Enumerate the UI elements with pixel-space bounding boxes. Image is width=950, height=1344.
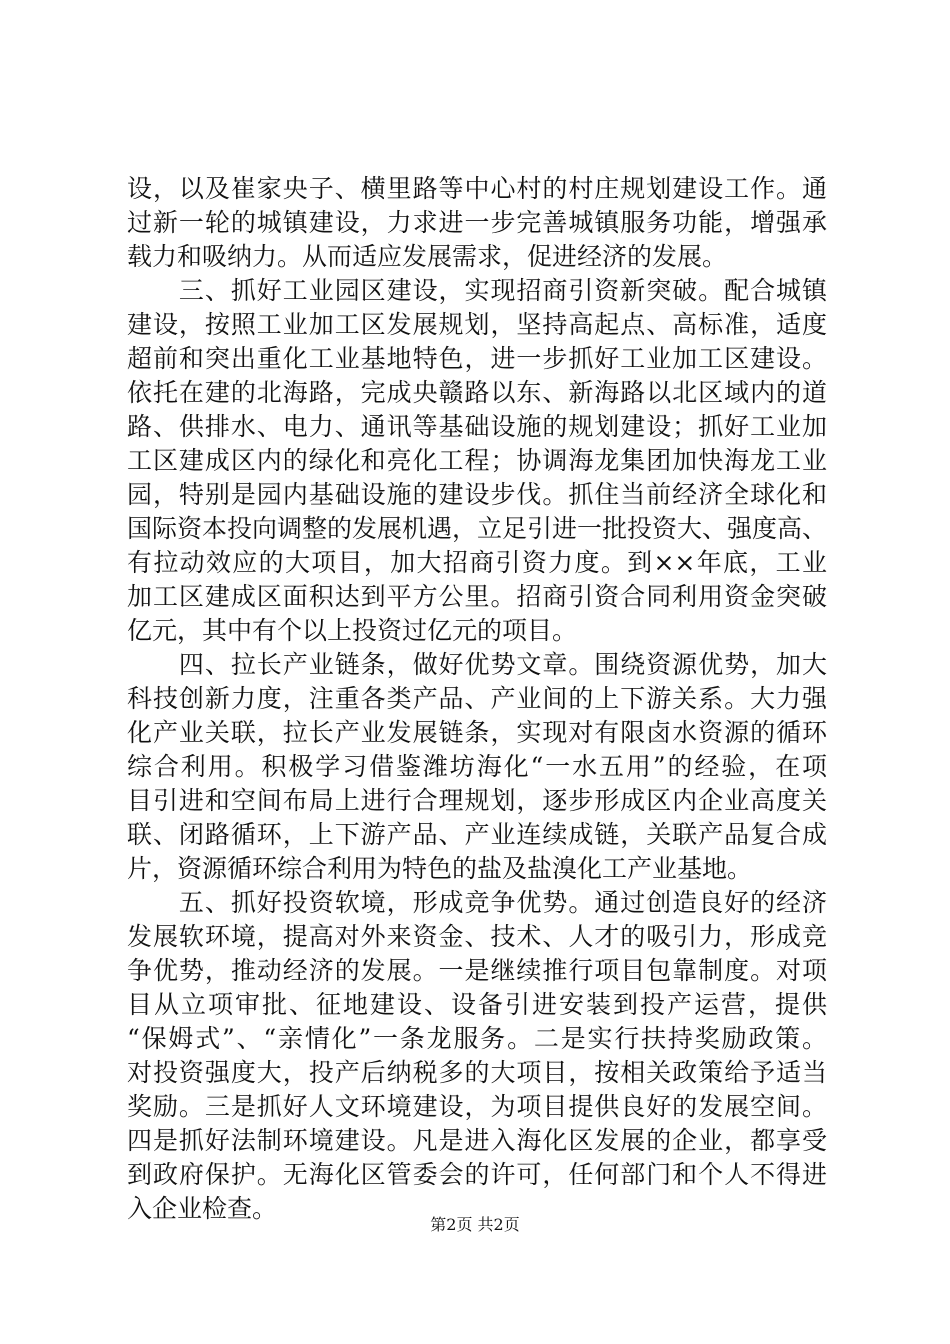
text-line: 建设，按照工业加工区发展规划，坚持高起点、高标准，适度 — [127, 310, 827, 339]
text-line: 四、拉长产业链条，做好优势文章。围绕资源优势，加大 — [127, 650, 827, 679]
text-line: 目从立项审批、征地建设、设备引进安装到投产运营，提供 — [127, 990, 827, 1019]
text-line: 目引进和空间布局上进行合理规划，逐步形成区内企业高度关 — [127, 786, 827, 815]
text-line: 载力和吸纳力。从而适应发展需求，促进经济的发展。 — [127, 242, 728, 271]
text-line: 工区建成区内的绿化和亮化工程；协调海龙集团加快海龙工业 — [127, 446, 827, 475]
text-line: 联、闭路循环，上下游产品、产业连续成链，关联产品复合成 — [127, 820, 827, 849]
text-line: 化产业关联，拉长产业发展链条，实现对有限卤水资源的循环 — [127, 718, 827, 747]
text-line: 对投资强度大，投产后纳税多的大项目，按相关政策给予适当 — [127, 1058, 827, 1087]
text-line: 有拉动效应的大项目，加大招商引资力度。到××年底，工业 — [127, 548, 827, 577]
text-line: 奖励。三是抓好人文环境建设，为项目提供良好的发展空间。 — [127, 1092, 827, 1121]
page-footer: 第2页 共2页 — [430, 1215, 520, 1234]
text-line: 超前和突出重化工业基地特色，进一步抓好工业加工区建设。 — [127, 344, 827, 373]
text-line: 三、抓好工业园区建设，实现招商引资新突破。配合城镇 — [127, 276, 827, 305]
text-line: 入企业检查。 — [127, 1194, 278, 1223]
text-line: 过新一轮的城镇建设，力求进一步完善城镇服务功能，增强承 — [127, 208, 827, 237]
text-line: 到政府保护。无海化区管委会的许可，任何部门和个人不得进 — [127, 1160, 827, 1189]
text-line: 片，资源循环综合利用为特色的盐及盐溴化工产业基地。 — [127, 854, 753, 883]
text-line: 设，以及崔家央子、横里路等中心村的村庄规划建设工作。通 — [127, 174, 827, 203]
body-text — [127, 172, 827, 1226]
text-line: 综合利用。积极学习借鉴潍坊海化“一水五用”的经验，在项 — [127, 752, 827, 781]
text-line: 加工区建成区面积达到平方公里。招商引资合同利用资金突破 — [127, 582, 827, 611]
text-line: “保姆式”、“亲情化”一条龙服务。二是实行扶持奖励政策。 — [127, 1024, 827, 1053]
text-line: 五、抓好投资软境，形成竞争优势。通过创造良好的经济 — [127, 888, 827, 917]
text-line: 科技创新力度，注重各类产品、产业间的上下游关系。大力强 — [127, 684, 827, 713]
text-line: 路、供排水、电力、通讯等基础设施的规划建设；抓好工业加 — [127, 412, 827, 441]
text-line: 发展软环境，提高对外来资金、技术、人才的吸引力，形成竞 — [127, 922, 827, 951]
text-line: 国际资本投向调整的发展机遇，立足引进一批投资大、强度高、 — [127, 514, 828, 543]
text-line: 依托在建的北海路，完成央赣路以东、新海路以北区域内的道 — [127, 378, 827, 407]
text-line: 园，特别是园内基础设施的建设步伐。抓住当前经济全球化和 — [127, 480, 827, 509]
text-line: 亿元，其中有个以上投资过亿元的项目。 — [127, 616, 578, 645]
text-line: 争优势，推动经济的发展。一是继续推行项目包靠制度。对项 — [127, 956, 827, 985]
text-line: 四是抓好法制环境建设。凡是进入海化区发展的企业，都享受 — [127, 1126, 827, 1155]
